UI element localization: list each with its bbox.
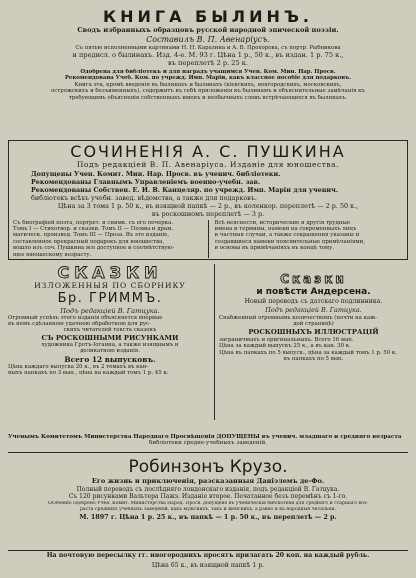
grimm-price: ныхъ папкахъ по 3 вып., цѣна на каждый томъ 1 р. 45 к. — [8, 370, 169, 377]
grimm-editor: Подъ редакціей В. Гатцука. — [60, 306, 160, 315]
pushkin-line: Рекомендованы Собствен. Е. И. В. Канцеляр. по учрежд. Имп. Маріи для ученич. — [31, 185, 339, 194]
pushkin-line: Допущены Учен. Комит. Мин. Нар. Просв. въ ученич. библіотеки. — [31, 169, 281, 178]
byliny-line: острожскихъ и безъименныхъ), содержитъ въ себѣ приложенія къ былинамъ и объяснительные замѣчанія къ — [51, 88, 365, 95]
byliny-author: Составилъ В. П. Авенаріусъ. — [146, 34, 270, 44]
byliny-line: требующимъ объясненія собственныхъ именъ и необычныхъ словъ встрѣчающихся въ былинахъ. — [68, 94, 348, 101]
pushkin-right-column — [215, 220, 404, 258]
grimm-price: Цѣна каждаго выпуска 20 к., въ 2 томахъ въ кан- — [8, 363, 149, 370]
pushkin-line: библіотекъ всѣхъ учебн. завед. вѣдомства, а также для подарковъ. — [31, 193, 257, 202]
byliny-line: Съ пятью исполненными картинами Н. Н. Каразина и А. В. Прохорова, съ портр. Рыбникова — [75, 44, 341, 51]
grimm-ad — [8, 264, 212, 434]
andersen-price: въ папкахъ по 5 вып. — [283, 356, 344, 363]
pushkin-line: Рекомендованы Главнымъ Управленіемъ военно-учебн. зав. — [31, 177, 261, 186]
pushkin-note: Съ биографіей поэта, портрет. и снимк. съ его почерка. — [13, 219, 174, 226]
pushkin-columns — [13, 220, 403, 258]
grimm-approval — [8, 434, 408, 452]
grimm-title: Бр. ГРИММЪ. — [57, 290, 163, 306]
byliny-ad — [8, 6, 408, 134]
andersen-title: и повѣсти Андерсена. — [256, 287, 371, 297]
crusoe-ad — [8, 452, 408, 546]
pushkin-title: СОЧИНЕНІЯ А. С. ПУШКИНА — [70, 142, 346, 161]
byliny-line: и предисл. о былинахъ. Изд. 4-е. М. 93 г. Цѣна 1 р., 50 к., въ издан. 1 р. 75 к., — [72, 51, 344, 59]
crusoe-line: Полный переводъ съ послѣдняго лондонскаго изданія, подъ редакціей В. Гатцука. — [76, 485, 340, 493]
pushkin-ad — [8, 140, 408, 260]
andersen-tag: Сказки — [280, 272, 347, 286]
andersen-price: Цѣна за каждый выпускъ 25 к., а въ кан. 30 к. — [219, 343, 351, 350]
byliny-title: КНИГА БЫЛИНЪ. — [103, 7, 313, 26]
grimm-pics-line: художника Гротъ-Іоганна, а также изящнымъ и — [41, 341, 179, 348]
pushkin-note: имена и термины, намеки на современныхъ лицъ — [214, 226, 357, 232]
pushkin-note: Всѣ неясности, исторические и другія трудные — [214, 219, 350, 226]
andersen-ad — [214, 264, 408, 420]
byliny-line: Одобрена для библіотекъ и для наградъ учащимся Учен. Ком. Мин. Нар. Просв. — [80, 69, 336, 75]
crusoe-line: Особенно одобрено Учен. Комит. Министерства Народ. Просв. допущено въ ученическія библіотеки для средняго и старшаго воз- — [48, 500, 368, 506]
grimm-approval-line: библіотеки средне-учебныхъ заведеній. — [149, 440, 267, 447]
pushkin-left-column — [13, 220, 202, 258]
byliny-line: въ переплетѣ 2 р. 25 к. — [167, 59, 249, 67]
pushkin-note: щее юношескому возрасту. — [13, 251, 92, 258]
crusoe-price: М. 1897 г. Цѣна 1 р. 25 к., въ папкѣ — 1 р. 50 к., въ переплетѣ — 2 р. — [79, 512, 337, 521]
pushkin-note: Томъ I — Стихотвор. и сказки. Томъ II — Поэмы и драм. — [13, 226, 174, 232]
andersen-line: Новый переводъ съ датскаго подлинника. — [244, 298, 383, 305]
grimm-pics-line: деликатною изданія. — [80, 348, 140, 355]
grimm-tag: СКАЗКИ — [57, 264, 163, 282]
pushkin-price: въ роскошномъ переплетѣ — 3 р. — [151, 209, 265, 218]
crusoe-title: Робинзонъ Крузо. — [128, 457, 288, 477]
column-divider — [208, 220, 209, 258]
pushkin-note: матическ. произвед. Томъ III — Проза. Въ это изданіе, — [13, 232, 170, 239]
andersen-line: Снабженный огромнымъ количествомъ (почти на каж- — [219, 315, 377, 321]
andersen-price: Цѣна въ папкахъ по 5 выпуск., цѣна за каждый томъ 1 р. 50 к. — [219, 349, 397, 356]
pushkin-note: и частныя случаи, а также сокращения указаны и — [214, 232, 360, 239]
grimm-line: скихъ читателей текста сказокъ — [63, 327, 157, 334]
grimm-issues: Всего 12 выпусковъ. — [64, 354, 156, 364]
byliny-subtitle: Сводъ избранныхъ образцовъ русской народной эпической поэзіи. — [77, 26, 339, 34]
pushkin-note: создавшиеся намеки пояснительные примѣчаніями, — [214, 238, 365, 245]
andersen-line: дой страницѣ) — [293, 321, 334, 328]
byliny-line: Книга эта, кромѣ введенія въ былинахъ и былинахъ (кіевскихъ, новгородскихъ, московскихъ, — [74, 81, 342, 88]
footer-price-note: Цѣна 65 к., въ изящной папкѣ 1 р. — [151, 562, 265, 569]
crusoe-line: раста среднихъ учебныхъ заведеній, какъ мужскихъ, такъ и женскихъ, а равно и въ народныя читальни. — [79, 506, 337, 512]
andersen-pics-title: РОСКОШНЫХЪ ИЛЛЮСТРАЦІЙ — [248, 327, 379, 336]
pushkin-note: и основы въ примѣчаніяхъ въ концѣ тому. — [214, 245, 335, 252]
byliny-line: Рекомендована Учеб. Ком. по учрежд. Имп. Маріи, какъ классное пособіе для подарковъ. — [64, 75, 352, 82]
grimm-line: въ немъ сдѣланною удачною обработкою для рус- — [8, 321, 151, 327]
grimm-pics-title: СЪ РОСКОШНЫМИ РИСУНКАМИ — [41, 333, 179, 342]
andersen-pics-line: заграничныхъ и оригинальныхъ. Всего 16 вып. — [219, 336, 354, 343]
pushkin-price: Цѣна за 3 тома 1 р. 50 к., въ изящной папкѣ — 2 р., въ коленкор. переплетѣ — 2 р. 50 к., — [57, 201, 359, 210]
grimm-heading: ИЗЛОЖЕННЫЯ ПО СБОРНИКУ — [34, 282, 186, 290]
footer-postage-note: На почтовую пересылку гг. иногороднихъ просятъ прилагать 20 коп. на каждый рубль. — [46, 552, 370, 559]
grimm-line: Огромный успѣхъ этого изданія объясняется впервые — [8, 314, 163, 321]
footer — [8, 550, 408, 575]
andersen-editor: Подъ редакціей В. Гатцука. — [265, 306, 362, 314]
crusoe-line: Съ 120 рисунками Вальтера Пажэ. Изданіе второе. Печатанное безъ перемѣнъ съ 1-го. — [68, 493, 348, 501]
grimm-approval-line: Ученымъ Комитетомъ Министерства Народнаго Просвѣщенія ДОПУЩЕНЫ въ ученич. младшаго и средняго возраста — [8, 434, 402, 440]
pushkin-note: вошло изъ соч. Пушкина все доступное и соотвѣтствую- — [13, 245, 174, 252]
pushkin-note: составленное прекрасный подарокъ для юношества, — [13, 238, 165, 245]
crusoe-subtitle: Его жизнь и приключенія, разсказанныя Даніэлемъ де-Фо. — [91, 477, 325, 485]
pushkin-editor: Подъ редакціей В. П. Авенаріуса. Изданіе для юношества. — [76, 161, 340, 169]
